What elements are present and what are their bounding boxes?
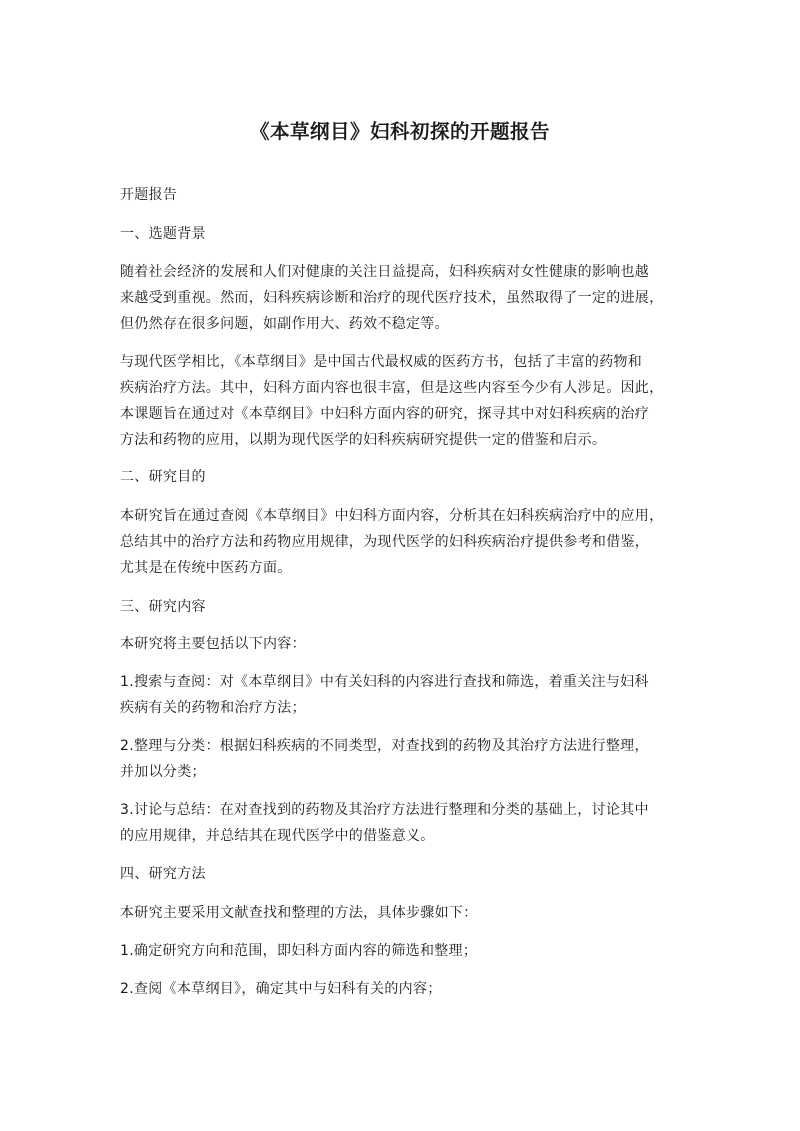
- content-item-1: [120, 669, 685, 721]
- text-line: 但仍然存在很多问题，如副作用大、药效不稳定等。: [120, 316, 449, 332]
- text-line: 疾病治疗方法。其中，妇科方面内容也很丰富，但是这些内容至今少有人涉足。因此，: [120, 380, 664, 396]
- text-line: 疾病有关的药物和治疗方法；: [120, 700, 306, 716]
- section-heading-content: [120, 594, 685, 620]
- content-item-3: [120, 797, 685, 849]
- text-line: 本研究将主要包括以下内容：: [120, 636, 306, 652]
- text-line: 二、研究目的: [120, 469, 206, 485]
- background-paragraph-1: [120, 259, 685, 337]
- section-heading-purpose: [120, 464, 685, 490]
- text-line: 与现代医学相比，《本草纲目》是中国古代最权威的医药方书，包括了丰富的药物和: [120, 354, 643, 370]
- text-line: 方法和药物的应用，以期为现代医学的妇科疾病研究提供一定的借鉴和启示。: [120, 432, 607, 448]
- text-line: 总结其中的治疗方法和药物应用规律，为现代医学的妇科疾病治疗提供参考和借鉴，: [120, 534, 650, 550]
- text-line: 本课题旨在通过对《本草纲目》中妇科方面内容的研究，探寻其中对妇科疾病的治疗: [120, 406, 650, 422]
- text-line: 本研究主要采用文献查找和整理的方法，具体步骤如下：: [120, 905, 478, 921]
- text-line: 开题报告: [120, 187, 178, 203]
- text-line: 四、研究方法: [120, 866, 206, 882]
- text-line: 尤其是在传统中医药方面。: [120, 560, 292, 576]
- purpose-paragraph: [120, 503, 685, 581]
- text-line: 三、研究内容: [120, 599, 206, 615]
- text-line: 来越受到重视。然而，妇科疾病诊断和治疗的现代医疗技术，虽然取得了一定的进展，: [120, 290, 664, 306]
- section-heading-method: [120, 861, 685, 887]
- text-line: 并加以分类；: [120, 764, 206, 780]
- background-paragraph-2: [120, 349, 685, 453]
- text-line: 1.确定研究方向和范围，即妇科方面内容的筛选和整理；: [120, 943, 478, 959]
- method-step-2: [120, 976, 685, 1002]
- text-line: 2.整理与分类：根据妇科疾病的不同类型，对查找到的药物及其治疗方法进行整理，: [120, 738, 649, 754]
- content-item-2: [120, 733, 685, 785]
- text-line: 随着社会经济的发展和人们对健康的关注日益提高，妇科疾病对女性健康的影响也越: [120, 264, 650, 280]
- text-line: 的应用规律，并总结其在现代医学中的借鉴意义。: [120, 828, 435, 844]
- text-line: 一、选题背景: [120, 226, 206, 242]
- method-step-1: [120, 938, 685, 964]
- method-intro: [120, 900, 685, 926]
- text-line: 3.讨论与总结：在对查找到的药物及其治疗方法进行整理和分类的基础上，讨论其中: [120, 802, 649, 818]
- text-line: 本研究旨在通过查阅《本草纲目》中妇科方面内容，分析其在妇科疾病治疗中的应用，: [120, 508, 664, 524]
- section-heading-background: [120, 221, 685, 247]
- text-line: 1.搜索与查阅：对《本草纲目》中有关妇科的内容进行查找和筛选，着重关注与妇科: [120, 674, 649, 690]
- document-title: 《本草纲目》妇科初探的开题报告: [249, 120, 550, 143]
- report-label: [120, 182, 685, 208]
- content-intro: [120, 631, 685, 657]
- text-line: 2.查阅《本草纲目》，确定其中与妇科有关的内容；: [120, 981, 442, 997]
